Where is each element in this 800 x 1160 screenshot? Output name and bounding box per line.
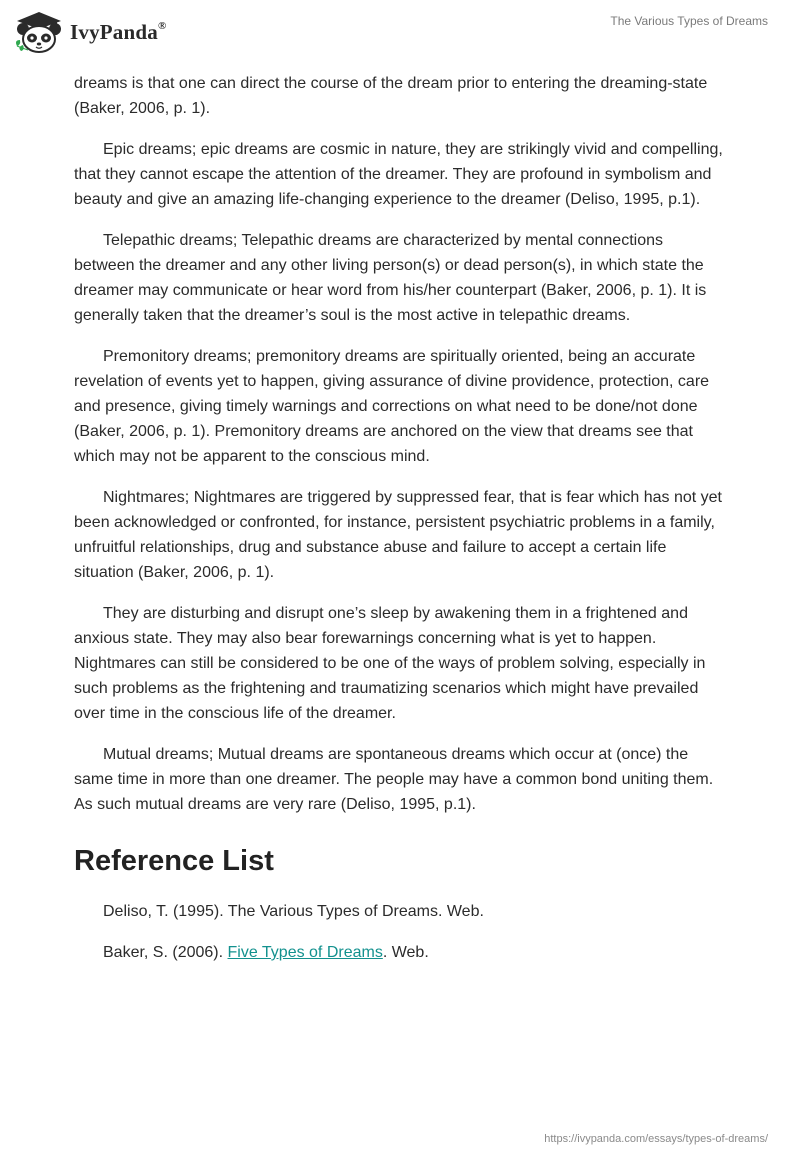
reference-list bbox=[74, 899, 724, 965]
paragraph-nightmares-continued: They are disturbing and disrupt one’s sleep by awakening them in a frightened and anxious state. They may also bear forewarnings concerning what is yet to happen. Nightmares can still be considered to be one of the ways of problem solving, especially in such problems as the frightening and traumatizing scenarios which might have prevailed over time in the conscious life of the dreamer. bbox=[74, 605, 706, 722]
registered-mark: ® bbox=[157, 19, 167, 32]
five-types-of-dreams-link[interactable]: Five Types of Dreams bbox=[227, 944, 383, 961]
essay-body bbox=[74, 71, 724, 981]
reference-item-baker bbox=[103, 940, 724, 965]
page-url: https://ivypanda.com/essays/types-of-dreams/ bbox=[544, 1133, 768, 1145]
panda-mascot-icon bbox=[14, 10, 64, 54]
page-header bbox=[0, 0, 800, 70]
reference-list-heading: Reference List bbox=[74, 845, 274, 877]
brand-name: IvyPanda® bbox=[70, 19, 167, 44]
ivypanda-logo[interactable] bbox=[14, 10, 166, 54]
paragraph-premonitory-dreams: Premonitory dreams; premonitory dreams are spiritually oriented, being an accurate revelation of events yet to happen, giving assurance of divine providence, protection, care and presence, giving timely warnings and corrections on what need to be done/not done (Baker, 2006, p. 1). Premonitory dreams are anchored on the view that dreams see that which may not be apparent to the conscious mind. bbox=[74, 348, 710, 465]
document-title: The Various Types of Dreams bbox=[610, 14, 768, 28]
reference-baker-suffix: . Web. bbox=[382, 944, 429, 961]
paragraph-continued: dreams is that one can direct the course of the dream prior to entering the dreaming-state (Baker, 2006, p. 1). bbox=[74, 75, 708, 117]
reference-item-deliso: Deliso, T. (1995). The Various Types of Dreams. Web. bbox=[103, 903, 484, 920]
paragraph-telepathic-dreams: Telepathic dreams; Telepathic dreams are characterized by mental connections between the dreamer and any other living person(s) or dead person(s), in which state the dreamer may communicate or hear word from his/her counterpart (Baker, 2006, p. 1). It is generally taken that the dreamer’s soul is the most active in telepathic dreams. bbox=[74, 232, 707, 324]
reference-baker-prefix: Baker, S. (2006). bbox=[103, 944, 228, 961]
paragraph-epic-dreams: Epic dreams; epic dreams are cosmic in nature, they are strikingly vivid and compelling, that they cannot escape the attention of the dreamer. They are profound in symbolism and beauty and give an amazing life-changing experience to the dreamer (Deliso, 1995, p.1). bbox=[74, 141, 723, 208]
paragraph-mutual-dreams: Mutual dreams; Mutual dreams are spontaneous dreams which occur at (once) the same time in more than one dreamer. The people may have a common bond uniting them. As such mutual dreams are very rare (Deliso, 1995, p.1). bbox=[74, 746, 714, 813]
paragraph-nightmares: Nightmares; Nightmares are triggered by suppressed fear, that is fear which has not yet been acknowledged or confronted, for instance, persistent psychiatric problems in a family, unfruitful relationships, drug and substance abuse and failure to accept a certain life situation (Baker, 2006, p. 1). bbox=[74, 489, 722, 581]
